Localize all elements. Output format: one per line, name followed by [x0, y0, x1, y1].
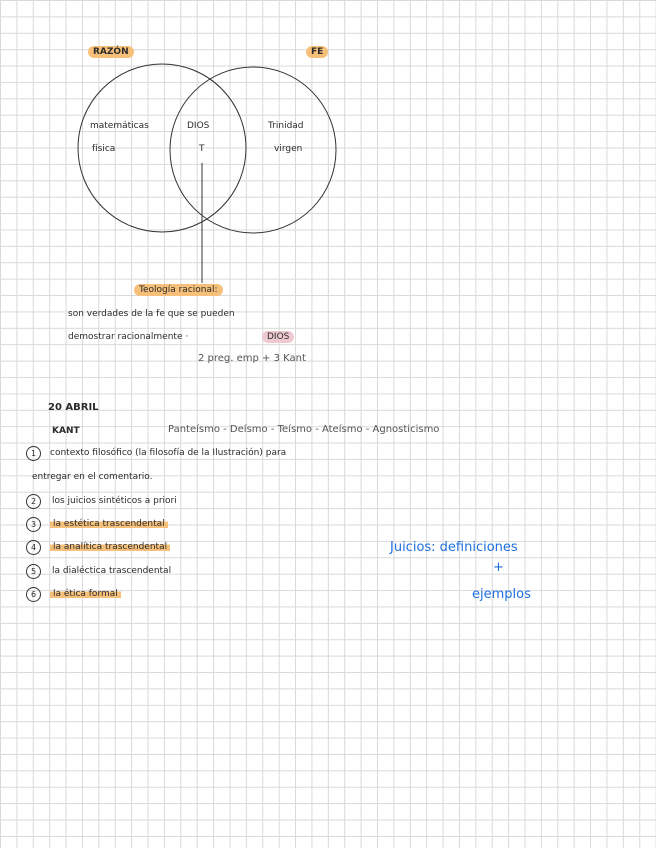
- item-number: 1: [26, 446, 41, 461]
- item-number: 5: [26, 564, 41, 579]
- venn-right-item: virgen: [274, 144, 303, 154]
- teologia-line1: son verdades de la fe que se pueden: [68, 309, 235, 319]
- list-item: entregar en el comentario.: [32, 472, 153, 482]
- list-item: la dialéctica trascendental: [52, 566, 172, 576]
- label-razon: RAZÓN: [88, 46, 134, 58]
- teologia-note: 2 preg. emp + 3 Kant: [198, 353, 306, 364]
- list-item: contexto filosófico (la filosofía de la Ilustración) para: [50, 448, 287, 458]
- item-number: 6: [26, 587, 41, 602]
- list-item: la estética trascendental: [50, 518, 168, 530]
- list-item: los juicios sintéticos a priori: [52, 496, 177, 506]
- isms-line: Panteísmo - Deísmo - Teísmo - Ateísmo - Agnosticismo: [168, 424, 440, 435]
- item-number: 3: [26, 517, 41, 532]
- list-item: la analítica trascendental: [50, 541, 170, 553]
- side-note-line1: Juicios: definiciones: [390, 540, 518, 555]
- venn-left-item: matemáticas: [90, 121, 149, 131]
- side-note-plus: +: [493, 560, 504, 575]
- venn-right-item: Trinidad: [268, 121, 304, 131]
- label-fe: FE: [306, 46, 328, 58]
- venn-center-item: T: [199, 144, 205, 154]
- kant-heading: KANT: [52, 426, 80, 436]
- side-note-line2: ejemplos: [472, 587, 531, 602]
- teologia-title: Teología racional:: [134, 284, 223, 296]
- item-number: 2: [26, 494, 41, 509]
- fe-circle: [170, 67, 336, 233]
- venn-left-item: física: [92, 144, 116, 154]
- date-heading: 20 ABRIL: [48, 402, 99, 413]
- venn-center-item: DIOS: [187, 121, 210, 131]
- dios-badge: DIOS: [262, 331, 294, 343]
- item-number: 4: [26, 540, 41, 555]
- teologia-line2: demostrar racionalmente ·: [68, 332, 189, 342]
- list-item: la ética formal: [50, 588, 121, 600]
